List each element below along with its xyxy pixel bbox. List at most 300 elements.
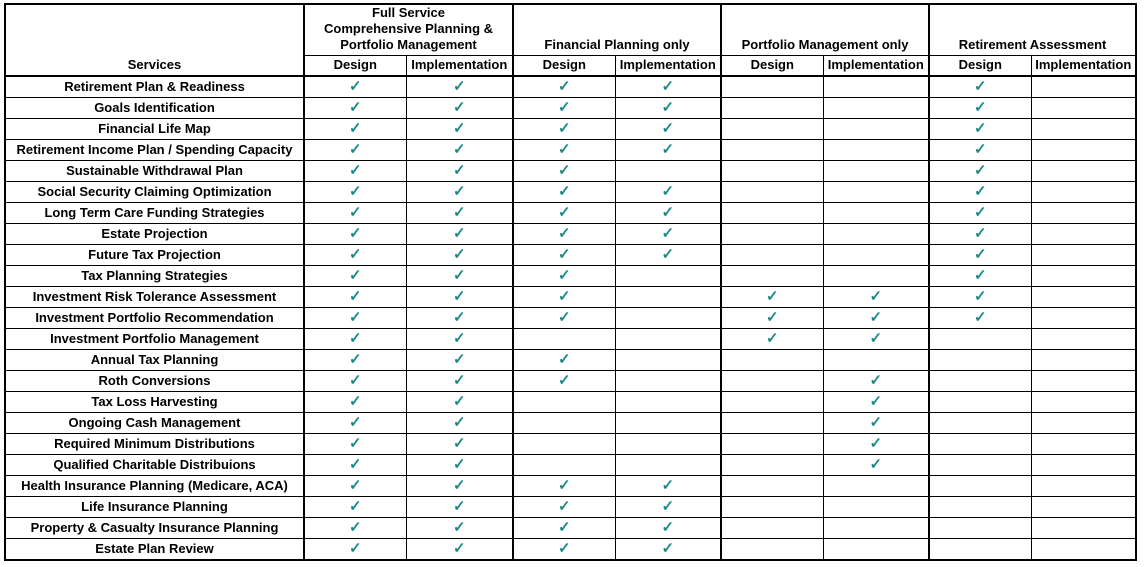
group-title-line: Portfolio Management (340, 37, 477, 52)
checkmark-icon: ✓ (348, 161, 362, 179)
matrix-cell (721, 412, 823, 433)
matrix-cell (615, 76, 721, 98)
table-row (5, 370, 1136, 391)
matrix-cell (823, 391, 929, 412)
checkmark-icon: ✓ (348, 413, 362, 431)
matrix-cell (1031, 139, 1136, 160)
checkmark-icon: ✓ (452, 203, 466, 221)
matrix-cell (823, 412, 929, 433)
checkmark-icon: ✓ (452, 308, 466, 326)
subheader-implementation: Implementation (1031, 56, 1136, 76)
matrix-cell (1031, 391, 1136, 412)
table-row (5, 412, 1136, 433)
checkmark-icon: ✓ (869, 392, 883, 410)
checkmark-icon: ✓ (348, 350, 362, 368)
checkmark-icon: ✓ (452, 140, 466, 158)
matrix-cell (513, 286, 615, 307)
matrix-cell (513, 433, 615, 454)
matrix-cell (406, 391, 513, 412)
matrix-cell (929, 265, 1031, 286)
matrix-cell (406, 538, 513, 560)
matrix-cell (1031, 202, 1136, 223)
table-row (5, 160, 1136, 181)
checkmark-icon: ✓ (557, 245, 571, 263)
checkmark-icon: ✓ (661, 119, 675, 137)
matrix-cell (823, 433, 929, 454)
subheader-design: Design (513, 56, 615, 76)
checkmark-icon: ✓ (348, 245, 362, 263)
checkmark-icon: ✓ (557, 476, 571, 494)
matrix-cell (721, 118, 823, 139)
checkmark-icon: ✓ (661, 224, 675, 242)
matrix-cell (823, 265, 929, 286)
service-name: Annual Tax Planning (5, 349, 304, 370)
checkmark-icon: ✓ (973, 77, 987, 95)
matrix-cell (406, 454, 513, 475)
matrix-cell (304, 517, 406, 538)
matrix-cell (823, 307, 929, 328)
matrix-cell (721, 370, 823, 391)
matrix-cell (721, 97, 823, 118)
matrix-cell (823, 328, 929, 349)
matrix-cell (406, 244, 513, 265)
matrix-cell (1031, 475, 1136, 496)
matrix-cell (823, 244, 929, 265)
checkmark-icon: ✓ (348, 434, 362, 452)
matrix-cell (823, 349, 929, 370)
checkmark-icon: ✓ (348, 266, 362, 284)
matrix-cell (823, 160, 929, 181)
matrix-cell (721, 328, 823, 349)
matrix-cell (615, 433, 721, 454)
matrix-cell (615, 328, 721, 349)
matrix-cell (929, 286, 1031, 307)
checkmark-icon: ✓ (557, 287, 571, 305)
matrix-cell (929, 160, 1031, 181)
matrix-cell (304, 454, 406, 475)
matrix-cell (823, 97, 929, 118)
matrix-cell (721, 433, 823, 454)
subheader-design: Design (929, 56, 1031, 76)
checkmark-icon: ✓ (452, 518, 466, 536)
matrix-cell (1031, 538, 1136, 560)
table-row (5, 328, 1136, 349)
matrix-cell (929, 139, 1031, 160)
matrix-cell (823, 454, 929, 475)
matrix-cell (513, 265, 615, 286)
services-column-header: Services (5, 4, 304, 76)
checkmark-icon: ✓ (452, 287, 466, 305)
matrix-cell (513, 76, 615, 98)
service-name: Retirement Income Plan / Spending Capacity (5, 139, 304, 160)
service-name: Estate Plan Review (5, 538, 304, 560)
checkmark-icon: ✓ (348, 371, 362, 389)
matrix-cell (406, 412, 513, 433)
matrix-cell (406, 118, 513, 139)
checkmark-icon: ✓ (661, 518, 675, 536)
matrix-cell (823, 475, 929, 496)
table-row (5, 286, 1136, 307)
matrix-cell (513, 181, 615, 202)
matrix-cell (304, 349, 406, 370)
matrix-cell (513, 160, 615, 181)
matrix-cell (304, 223, 406, 244)
checkmark-icon: ✓ (348, 497, 362, 515)
matrix-cell (304, 286, 406, 307)
checkmark-icon: ✓ (348, 182, 362, 200)
service-name: Sustainable Withdrawal Plan (5, 160, 304, 181)
checkmark-icon: ✓ (661, 182, 675, 200)
table-row (5, 391, 1136, 412)
subheader-implementation: Implementation (615, 56, 721, 76)
matrix-cell (721, 475, 823, 496)
table-row (5, 538, 1136, 560)
matrix-cell (929, 538, 1031, 560)
service-name: Tax Planning Strategies (5, 265, 304, 286)
matrix-cell (1031, 454, 1136, 475)
checkmark-icon: ✓ (765, 308, 779, 326)
matrix-cell (721, 538, 823, 560)
matrix-cell (929, 412, 1031, 433)
checkmark-icon: ✓ (452, 224, 466, 242)
service-name: Life Insurance Planning (5, 496, 304, 517)
matrix-cell (721, 265, 823, 286)
checkmark-icon: ✓ (348, 392, 362, 410)
matrix-cell (513, 538, 615, 560)
matrix-cell (929, 454, 1031, 475)
matrix-cell (513, 475, 615, 496)
checkmark-icon: ✓ (661, 476, 675, 494)
matrix-cell (1031, 496, 1136, 517)
matrix-cell (721, 244, 823, 265)
group-title-line: Retirement Assessment (958, 37, 1107, 52)
checkmark-icon: ✓ (348, 329, 362, 347)
matrix-cell (615, 391, 721, 412)
matrix-cell (721, 286, 823, 307)
matrix-cell (615, 538, 721, 560)
table-row (5, 97, 1136, 118)
matrix-cell (721, 307, 823, 328)
checkmark-icon: ✓ (973, 140, 987, 158)
matrix-cell (615, 97, 721, 118)
matrix-cell (406, 475, 513, 496)
matrix-cell (929, 97, 1031, 118)
matrix-cell (615, 139, 721, 160)
matrix-cell (823, 370, 929, 391)
table-row (5, 244, 1136, 265)
checkmark-icon: ✓ (661, 539, 675, 557)
checkmark-icon: ✓ (452, 371, 466, 389)
service-name: Future Tax Projection (5, 244, 304, 265)
matrix-cell (823, 118, 929, 139)
checkmark-icon: ✓ (557, 98, 571, 116)
checkmark-icon: ✓ (661, 140, 675, 158)
matrix-cell (513, 349, 615, 370)
matrix-cell (929, 223, 1031, 244)
matrix-cell (615, 496, 721, 517)
matrix-cell (406, 517, 513, 538)
matrix-cell (406, 286, 513, 307)
checkmark-icon: ✓ (348, 140, 362, 158)
matrix-cell (929, 181, 1031, 202)
checkmark-icon: ✓ (452, 476, 466, 494)
services-table-body (5, 76, 1136, 560)
matrix-cell (615, 181, 721, 202)
checkmark-icon: ✓ (452, 497, 466, 515)
checkmark-icon: ✓ (973, 224, 987, 242)
checkmark-icon: ✓ (973, 119, 987, 137)
matrix-cell (721, 517, 823, 538)
checkmark-icon: ✓ (765, 329, 779, 347)
matrix-cell (615, 223, 721, 244)
service-name: Investment Portfolio Management (5, 328, 304, 349)
service-name: Ongoing Cash Management (5, 412, 304, 433)
service-name: Health Insurance Planning (Medicare, ACA) (5, 475, 304, 496)
table-row (5, 349, 1136, 370)
checkmark-icon: ✓ (661, 245, 675, 263)
checkmark-icon: ✓ (452, 434, 466, 452)
matrix-cell (513, 517, 615, 538)
checkmark-icon: ✓ (661, 98, 675, 116)
matrix-cell (615, 517, 721, 538)
matrix-cell (513, 496, 615, 517)
checkmark-icon: ✓ (452, 245, 466, 263)
service-name: Investment Portfolio Recommendation (5, 307, 304, 328)
checkmark-icon: ✓ (348, 476, 362, 494)
service-name: Property & Casualty Insurance Planning (5, 517, 304, 538)
checkmark-icon: ✓ (557, 350, 571, 368)
checkmark-icon: ✓ (452, 329, 466, 347)
checkmark-icon: ✓ (661, 497, 675, 515)
table-row (5, 139, 1136, 160)
matrix-cell (406, 139, 513, 160)
matrix-cell (929, 244, 1031, 265)
matrix-cell (721, 202, 823, 223)
matrix-cell (1031, 181, 1136, 202)
checkmark-icon: ✓ (557, 371, 571, 389)
group-title-line: Comprehensive Planning & (323, 21, 494, 36)
matrix-cell (929, 517, 1031, 538)
matrix-cell (304, 391, 406, 412)
checkmark-icon: ✓ (557, 308, 571, 326)
subheader-implementation: Implementation (406, 56, 513, 76)
matrix-cell (406, 349, 513, 370)
matrix-cell (929, 475, 1031, 496)
matrix-cell (823, 181, 929, 202)
matrix-cell (304, 76, 406, 98)
matrix-cell (615, 370, 721, 391)
matrix-cell (721, 496, 823, 517)
matrix-cell (1031, 412, 1136, 433)
checkmark-icon: ✓ (661, 77, 675, 95)
checkmark-icon: ✓ (869, 434, 883, 452)
service-name: Social Security Claiming Optimization (5, 181, 304, 202)
checkmark-icon: ✓ (869, 308, 883, 326)
matrix-cell (1031, 97, 1136, 118)
matrix-cell (823, 76, 929, 98)
matrix-cell (929, 349, 1031, 370)
checkmark-icon: ✓ (452, 413, 466, 431)
checkmark-icon: ✓ (661, 203, 675, 221)
group-header-full-service (304, 4, 513, 56)
matrix-cell (1031, 349, 1136, 370)
table-row (5, 307, 1136, 328)
group-title-line: Portfolio Management only (741, 37, 909, 52)
matrix-cell (1031, 265, 1136, 286)
checkmark-icon: ✓ (557, 539, 571, 557)
checkmark-icon: ✓ (973, 308, 987, 326)
checkmark-icon: ✓ (452, 455, 466, 473)
service-name: Required Minimum Distributions (5, 433, 304, 454)
matrix-cell (615, 202, 721, 223)
matrix-cell (1031, 160, 1136, 181)
matrix-cell (1031, 307, 1136, 328)
matrix-cell (513, 244, 615, 265)
table-row (5, 454, 1136, 475)
matrix-cell (929, 76, 1031, 98)
matrix-cell (406, 328, 513, 349)
group-header-portfolio-management (721, 4, 929, 56)
table-row (5, 202, 1136, 223)
matrix-cell (615, 286, 721, 307)
checkmark-icon: ✓ (973, 98, 987, 116)
matrix-cell (406, 370, 513, 391)
matrix-cell (615, 160, 721, 181)
matrix-cell (1031, 286, 1136, 307)
matrix-cell (615, 412, 721, 433)
matrix-cell (513, 118, 615, 139)
matrix-cell (1031, 370, 1136, 391)
checkmark-icon: ✓ (452, 119, 466, 137)
checkmark-icon: ✓ (869, 413, 883, 431)
matrix-cell (304, 244, 406, 265)
group-title-line: Full Service (372, 5, 445, 20)
checkmark-icon: ✓ (557, 266, 571, 284)
matrix-cell (929, 496, 1031, 517)
matrix-cell (304, 433, 406, 454)
matrix-cell (406, 433, 513, 454)
matrix-cell (304, 118, 406, 139)
matrix-cell (823, 538, 929, 560)
matrix-cell (721, 160, 823, 181)
matrix-cell (304, 538, 406, 560)
table-row (5, 475, 1136, 496)
checkmark-icon: ✓ (452, 98, 466, 116)
table-row (5, 223, 1136, 244)
service-name: Qualified Charitable Distribuions (5, 454, 304, 475)
table-row (5, 76, 1136, 98)
matrix-cell (615, 349, 721, 370)
checkmark-icon: ✓ (765, 287, 779, 305)
checkmark-icon: ✓ (452, 182, 466, 200)
matrix-cell (406, 76, 513, 98)
checkmark-icon: ✓ (452, 77, 466, 95)
matrix-cell (406, 97, 513, 118)
matrix-cell (406, 160, 513, 181)
matrix-cell (513, 139, 615, 160)
matrix-cell (304, 370, 406, 391)
matrix-cell (304, 181, 406, 202)
matrix-cell (1031, 244, 1136, 265)
service-name: Estate Projection (5, 223, 304, 244)
checkmark-icon: ✓ (348, 224, 362, 242)
matrix-cell (929, 370, 1031, 391)
checkmark-icon: ✓ (348, 98, 362, 116)
checkmark-icon: ✓ (452, 350, 466, 368)
matrix-cell (513, 202, 615, 223)
checkmark-icon: ✓ (348, 77, 362, 95)
group-header-financial-planning (513, 4, 721, 56)
table-row (5, 265, 1136, 286)
checkmark-icon: ✓ (348, 203, 362, 221)
matrix-cell (615, 307, 721, 328)
checkmark-icon: ✓ (973, 182, 987, 200)
matrix-cell (721, 76, 823, 98)
subheader-design: Design (304, 56, 406, 76)
matrix-cell (304, 475, 406, 496)
checkmark-icon: ✓ (557, 119, 571, 137)
matrix-cell (929, 307, 1031, 328)
checkmark-icon: ✓ (557, 161, 571, 179)
matrix-cell (406, 307, 513, 328)
service-name: Investment Risk Tolerance Assessment (5, 286, 304, 307)
checkmark-icon: ✓ (973, 266, 987, 284)
matrix-cell (615, 265, 721, 286)
checkmark-icon: ✓ (348, 308, 362, 326)
matrix-cell (721, 391, 823, 412)
matrix-cell (823, 496, 929, 517)
matrix-cell (615, 475, 721, 496)
matrix-cell (513, 454, 615, 475)
subheader-design: Design (721, 56, 823, 76)
matrix-cell (721, 181, 823, 202)
matrix-cell (304, 202, 406, 223)
matrix-cell (1031, 76, 1136, 98)
matrix-cell (304, 139, 406, 160)
checkmark-icon: ✓ (348, 518, 362, 536)
service-name: Tax Loss Harvesting (5, 391, 304, 412)
checkmark-icon: ✓ (557, 497, 571, 515)
matrix-cell (304, 307, 406, 328)
checkmark-icon: ✓ (973, 203, 987, 221)
checkmark-icon: ✓ (452, 161, 466, 179)
checkmark-icon: ✓ (869, 329, 883, 347)
services-comparison-table (4, 3, 1137, 561)
matrix-cell (615, 244, 721, 265)
checkmark-icon: ✓ (557, 77, 571, 95)
matrix-cell (406, 265, 513, 286)
service-name: Long Term Care Funding Strategies (5, 202, 304, 223)
matrix-cell (929, 433, 1031, 454)
matrix-cell (721, 139, 823, 160)
table-row (5, 433, 1136, 454)
matrix-cell (929, 328, 1031, 349)
checkmark-icon: ✓ (557, 203, 571, 221)
matrix-cell (1031, 223, 1136, 244)
matrix-cell (929, 391, 1031, 412)
service-name: Retirement Plan & Readiness (5, 76, 304, 98)
checkmark-icon: ✓ (973, 287, 987, 305)
checkmark-icon: ✓ (348, 455, 362, 473)
service-name: Roth Conversions (5, 370, 304, 391)
matrix-cell (929, 118, 1031, 139)
checkmark-icon: ✓ (348, 539, 362, 557)
table-row (5, 118, 1136, 139)
matrix-cell (304, 328, 406, 349)
matrix-cell (406, 202, 513, 223)
matrix-cell (304, 412, 406, 433)
matrix-cell (929, 202, 1031, 223)
